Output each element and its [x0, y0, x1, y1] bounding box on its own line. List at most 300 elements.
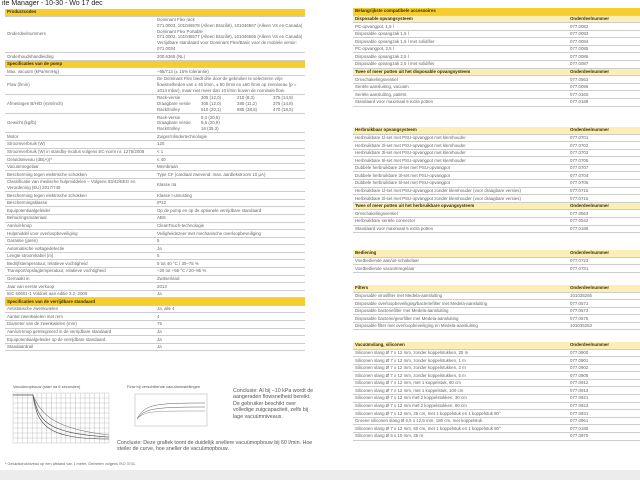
spec-value-line: Verrijdbare standaard voor Dominant Flex/Basic voor de mobiele versie: 071.0034	[157, 40, 297, 51]
spec-label: Max. vacuüm (kPa/mmHg)	[5, 68, 155, 76]
spec-label: Gewicht (kg/lb)	[5, 114, 155, 133]
accessory-table	[353, 127, 640, 233]
part-number: 077.0705	[568, 157, 640, 165]
accessory-row	[353, 257, 640, 265]
accessory-row	[353, 195, 640, 203]
bottom-bar	[0, 470, 640, 480]
spec-grid-cell: 375 (14,8)	[273, 95, 294, 101]
section-header	[5, 298, 305, 306]
spec-value	[155, 298, 305, 306]
spec-value	[155, 16, 305, 53]
spec-value	[155, 252, 305, 260]
spec-row	[5, 230, 305, 238]
spec-label: Hulpmiddel voor overloopbeveiliging	[5, 230, 155, 238]
accessory-header	[353, 127, 640, 134]
part-number: Onderdeelnummer	[568, 202, 640, 210]
spec-label: Classificatie van medische hulpmiddelen – Volgens 93/42/EEG en Verordening (EU) 2017/745	[5, 178, 155, 191]
accessory-row	[353, 307, 640, 315]
accessory-name: Siliconen slang Ø 7 x 12 mm, met 1 koppelstuk, 100 cm	[353, 387, 568, 395]
accessory-row	[353, 38, 640, 46]
accessory-row	[353, 134, 640, 142]
spec-label: Stroomverbruik (W)	[5, 140, 155, 148]
spec-grid-cell: Rack-versie	[157, 114, 181, 120]
spec-value	[155, 275, 305, 283]
spec-label: Aan/uit-knop geïntegreerd in de verrijdbare standaard	[5, 328, 155, 336]
accessory-name: Herbruikbare 2l-set met PSU-opvangpot zonder klemhouder (voor draagbare versies)	[353, 195, 568, 203]
accessory-row	[353, 364, 640, 372]
accessory-header	[353, 15, 640, 23]
part-number: 077.0571	[568, 300, 640, 308]
part-number: 077.0922	[568, 402, 640, 410]
spec-label: Productcodes	[5, 9, 155, 16]
spec-value	[155, 237, 305, 245]
vacuum-buildup-chart	[5, 391, 113, 447]
spec-value	[155, 328, 305, 336]
spec-grid-row	[157, 107, 303, 113]
accessory-table	[353, 285, 640, 330]
part-number: 077.0703	[568, 149, 640, 157]
spec-value	[155, 245, 305, 253]
spec-label: Standaardrail	[5, 343, 155, 351]
flow-chart-title: Flow bij verschillende vacuüminstellingen	[127, 384, 201, 389]
spec-value-line: –95/713 (± 15% tolerantie)	[157, 68, 209, 74]
spec-value-line: Type CF (cardiaal zwevend: max. aardlekstroom 10 µA)	[157, 171, 266, 177]
part-number: 077.0715	[568, 187, 640, 195]
spec-value	[155, 140, 305, 148]
flow-chart	[127, 391, 217, 429]
spec-value	[155, 207, 305, 215]
part-number: 077.0563	[568, 76, 640, 84]
spec-value-line: Zuiger/cilindertechnologie	[157, 133, 208, 139]
spec-grid-cell: Rack-versie	[157, 95, 181, 101]
part-number: 077.0188	[568, 225, 640, 233]
section-header	[5, 9, 305, 16]
part-number: Onderdeelnummer	[568, 342, 640, 349]
spec-label: Specificaties van de verrijdbare standaard	[5, 298, 155, 306]
spec-row	[5, 252, 305, 260]
spec-value-line: De Dominant Flex biedt drie door de gebruiker te selecteren vrije flowsnelheden van ± 40 l/min, ± 50 l/min en ±60 l/min op zeeniveau (p = 1013 mbar), maar niet meer dan 10 l/min boven de nominale flow.	[157, 76, 297, 93]
accessory-row	[353, 45, 640, 53]
spec-row	[5, 343, 305, 351]
spec-value	[155, 305, 305, 313]
spec-label: Beschermingsklasse	[5, 199, 155, 207]
accessory-header	[353, 202, 640, 210]
spec-value	[155, 199, 305, 207]
accessory-row	[353, 432, 640, 440]
part-number: 077.0902	[568, 364, 640, 372]
spec-row	[5, 260, 305, 268]
spec-value-line: 071.0002, 101046577 (Alleen Brazilië), 101046566 (Alleen VS en Canada)	[157, 34, 303, 40]
accessory-name: Dubbele herbruikbare 3l-set met PSU-opvangpot	[353, 172, 568, 180]
accessory-name: Herbruikbare seriële connector	[353, 217, 568, 225]
accessory-header	[353, 250, 640, 257]
spec-label: Aan/uit-knop	[5, 222, 155, 230]
spec-row	[5, 53, 305, 61]
part-number: 077.0160	[568, 91, 640, 99]
accessory-table	[353, 250, 640, 273]
spec-label: Bescherming tegen elektrische schokken	[5, 171, 155, 179]
part-number: Onderdeelnummer	[568, 285, 640, 292]
spec-label: Geluidsniveau (dB(A))*	[5, 156, 155, 164]
spec-value-line: Membraan	[157, 164, 178, 170]
window-title: ite Manager - 10-30 - Wo 17 dec	[2, 0, 103, 7]
spec-value	[155, 171, 305, 179]
spec-value	[155, 283, 305, 291]
accessory-name: Disposable opvangsysteem	[353, 15, 568, 23]
accessory-name: Omschakelingsventiel	[353, 210, 568, 218]
spec-value-line: Dominant Flex rack	[157, 16, 195, 22]
spec-label: Lengte stroomkabel (m)	[5, 252, 155, 260]
accessory-name: Disposable bacteriefilter met Medela-aansluiting	[353, 307, 568, 315]
part-number: 077.0082	[568, 23, 640, 31]
part-number: 077.0970	[568, 432, 640, 440]
part-number: 077.0084	[568, 38, 640, 46]
spec-grid-row	[157, 126, 303, 132]
accessory-row	[353, 402, 640, 410]
spec-label: Behuizingsmateriaal	[5, 214, 155, 222]
accessory-row	[353, 322, 640, 330]
spec-row	[5, 114, 305, 133]
spec-value	[155, 313, 305, 321]
spec-value	[155, 68, 305, 76]
spec-value	[155, 9, 305, 16]
spec-grid-cell: Rack/trolley	[157, 126, 180, 132]
accessory-name: Herbruikbare 3l-set met PSU-opvangpot met klemhouder	[353, 149, 568, 157]
accessory-row	[353, 372, 640, 380]
spec-row	[5, 321, 305, 329]
part-number: 077.0086	[568, 53, 640, 61]
accessory-name: Herbruikbaar opvangsysteem	[353, 127, 568, 134]
accessory-row	[353, 417, 640, 425]
part-number: 077.0087	[568, 61, 640, 69]
spec-label: Onderdeelnummers	[5, 16, 155, 53]
spec-value-line: Ja	[157, 291, 162, 297]
accessory-name: Disposable overloopbeveiliging/bacteriefilter met Medela-aansluiting	[353, 300, 568, 308]
spec-value-line: Veiligheidszeer met mechanische overloopbeveiliging	[157, 230, 261, 236]
spec-label: Jaar van eerste verkoop	[5, 283, 155, 291]
spec-label: IEC 60601-1 Voldoet aan editie 3.2, 2005	[5, 290, 155, 298]
accessory-row	[353, 180, 640, 188]
accessory-row	[353, 410, 640, 418]
spec-grid-cell: 210 (8,3)	[237, 95, 255, 101]
accessory-name: Siliconen slang Ø 7 x 12 mm met 2 koppelstukken, 30 cm	[353, 395, 568, 403]
part-number: 077.0704	[568, 172, 640, 180]
accessory-name: Belangrijkste compatibele accessoires	[353, 8, 568, 15]
spec-grid-cell: Draagbare versie	[157, 101, 191, 107]
spec-value-line: Klasse IIa	[157, 182, 177, 188]
spec-value-line: Klasse I-uitrusting	[157, 192, 192, 198]
accessory-name: Standaard voor maximaal 5 extra potten	[353, 98, 568, 106]
spec-value-line: Ja	[157, 336, 162, 342]
accessory-name: Siliconen slang Ø 7 x 12 mm, zonder koppelstukken, 5 m	[353, 372, 568, 380]
spec-row	[5, 140, 305, 148]
spec-value-line: Ja	[157, 344, 162, 350]
accessory-name: Siliconen slang Ø 7 x 12 mm, zonder koppelstukken, 25 m	[353, 349, 568, 357]
flow-conclusion: Conclusie: Al bij –10 kPa wordt de aangeraden flowsnelheid bereikt. De gebruiker beschikt over volledige zuigcapaciteit, zelfs bij lage vacuümniveaus.	[233, 388, 314, 420]
accessory-name: Groene siliconen slang Ø 6,5 x 12,5 mm, 180 cm, met koppelstuk	[353, 417, 568, 425]
part-number: Onderdeelnummer	[568, 127, 640, 134]
accessory-header	[353, 68, 640, 76]
accessory-row	[353, 210, 640, 218]
accessory-row	[353, 30, 640, 38]
accessory-row	[353, 300, 640, 308]
spec-value-line: 5	[157, 238, 160, 244]
spec-row	[5, 313, 305, 321]
accessory-header	[353, 285, 640, 292]
accessory-name: Siliconen slang Ø 7 x 12 mm, zonder koppelstukken, 2 m	[353, 364, 568, 372]
part-number	[568, 8, 640, 15]
accessory-row	[353, 157, 640, 165]
spec-value	[155, 290, 305, 298]
spec-label: Specificaties van de pomp	[5, 60, 155, 68]
accessory-header	[353, 342, 640, 349]
spec-value-line: Ja, alle 4	[157, 306, 175, 312]
spec-label: Diameter van de zwenkwielen (mm)	[5, 321, 155, 329]
spec-row	[5, 163, 305, 171]
accessory-name: Vacuümslang, siliconen	[353, 342, 568, 349]
accessory-name: Disposable opvangzak 1,5 l	[353, 30, 568, 38]
spec-label: Transport/opslagtemperatuur, relatieve vochtigheid	[5, 268, 155, 276]
spec-value-line: < 1	[157, 148, 164, 154]
spec-label: Gemaakt in	[5, 275, 155, 283]
part-number: 077.0900	[568, 349, 640, 357]
part-number: 077.0913	[568, 387, 640, 395]
accessory-row	[353, 83, 640, 91]
accessory-name: PC-opvangpot, 1,5 l	[353, 23, 568, 31]
accessory-row	[353, 142, 640, 150]
accessory-name: Herbruikbare 2l-set met PSU-opvangpot met klemhouder	[353, 142, 568, 150]
part-number: 077.0185	[568, 425, 640, 433]
part-number: 077.0912	[568, 379, 640, 387]
part-number: Onderdeelnummer	[568, 15, 640, 23]
spec-label: Vacuümregelaar	[5, 163, 155, 171]
accessory-name: Siliconen slang Ø 7 x 12 mm, 60 cm, met 1 koppelstuk en 1 koppelstuk 90°	[353, 425, 568, 433]
spec-row	[5, 192, 305, 200]
spec-row	[5, 68, 305, 76]
spec-value-line: Ja	[157, 329, 162, 335]
spec-value	[155, 222, 305, 230]
spec-value-line: –20 tot +55 °C / 20–95 %	[157, 268, 207, 274]
spec-value	[155, 230, 305, 238]
spec-value	[155, 268, 305, 276]
spec-label: Bescherming tegen elektrische schokken	[5, 192, 155, 200]
spec-row	[5, 305, 305, 313]
spec-label: Equipotentiaalgeleider	[5, 207, 155, 215]
spec-grid-cell: 510 (20,1)	[201, 107, 222, 113]
accessory-name: Herbruikbare 5l-set met PSU-opvangpot met klemhouder	[353, 157, 568, 165]
spec-value-line: 2013	[157, 283, 167, 289]
spec-value-line: 200.6365 (NL)	[157, 53, 186, 59]
spec-value	[155, 343, 305, 351]
spec-value-line: ABS	[157, 215, 166, 221]
part-number: 077.0731	[568, 265, 640, 273]
accessory-row	[353, 387, 640, 395]
spec-grid-cell: 285 (11,2)	[237, 101, 257, 107]
part-number: 077.0931	[568, 410, 640, 418]
accessory-name: Bediening	[353, 250, 568, 257]
section-header	[5, 60, 305, 68]
accessory-header	[353, 8, 640, 15]
spec-grid-cell: 985 (38,8)	[237, 107, 258, 113]
accessory-row	[353, 76, 640, 84]
accessory-name: Siliconen slang Ø 7 x 12 mm, zonder koppelstukken, 1 m	[353, 357, 568, 365]
spec-row	[5, 214, 305, 222]
spec-grid-cell: 305 (12,0)	[201, 101, 222, 107]
part-number: 077.0716	[568, 195, 640, 203]
part-number: 077.0905	[568, 372, 640, 380]
spec-grid-cell: 16 (35,3)	[201, 126, 219, 132]
spec-row	[5, 222, 305, 230]
accessory-row	[353, 425, 640, 433]
spec-row	[5, 16, 305, 53]
spec-value-line: ≤ 40	[157, 156, 166, 162]
accessory-row	[353, 349, 640, 357]
accessory-name: Siliconen slang Ø 7 x 12 mm met 2 koppelstukken, 60 cm	[353, 402, 568, 410]
spec-grid-cell: Rack/trolley	[157, 107, 180, 113]
accessory-row	[353, 315, 640, 323]
part-number: Onderdeelnummer	[568, 250, 640, 257]
part-number: 077.0707	[568, 164, 640, 172]
accessory-row	[353, 217, 640, 225]
accessory-name: Seriële aansluiting, vacuüm	[353, 83, 568, 91]
accessory-row	[353, 149, 640, 157]
accessory-name: Herbruikbare 1l-set met PSU-opvangpot zonder klemhouder (voor draagbare versies)	[353, 187, 568, 195]
spec-value-line: CleanTouch-technologie	[157, 222, 205, 228]
spec-grid-cell: 375 (14,8)	[273, 101, 294, 107]
spec-grid-cell: Draagbare versie	[157, 120, 191, 126]
accessory-row	[353, 265, 640, 273]
part-number: 077.0901	[568, 357, 640, 365]
spec-value	[155, 178, 305, 191]
accessory-name: Disposable filter met overloopbeveiliging en Medela-aansluiting	[353, 322, 568, 330]
accessory-name: Voetbediende vacuümregelaar	[353, 265, 568, 273]
accessory-name: Disposable opvangzak 1,5 l met solidifier	[353, 38, 568, 46]
accessory-row	[353, 98, 640, 106]
spec-row	[5, 290, 305, 298]
part-number: 077.0702	[568, 142, 640, 150]
spec-label: Automatische voltagedetectie	[5, 245, 155, 253]
spec-row	[5, 336, 305, 344]
accessory-name: Disposable virusfilter met Medela-aansluiting	[353, 292, 568, 300]
accessory-name: Omschakelingsventiel	[353, 76, 568, 84]
part-number: 077.0723	[568, 257, 640, 265]
spec-value-line: Dominant Flex Portable	[157, 28, 203, 34]
accessory-row	[353, 357, 640, 365]
part-number: 077.0095	[568, 83, 640, 91]
spec-value-line: 5	[157, 253, 160, 259]
accessory-name: Voetbediende aan/uit-schakelaar	[353, 257, 568, 265]
part-number: 077.0085	[568, 45, 640, 53]
spec-value-line: 5 tot 40 °C / 30–75 %	[157, 260, 199, 266]
spec-value-line: Zwitserland	[157, 275, 180, 281]
spec-value	[155, 95, 305, 114]
accessory-name: Disposable opvangzak 2,5 l met solidifier	[353, 61, 568, 69]
part-number: 077.0701	[568, 134, 640, 142]
spec-label: Stroomverbruik (W) in standby-modus volgens EC-norm nr. 1275/2008	[5, 148, 155, 156]
accessory-name: Disposable bacterie/geurfilter met Medela-aansluiting	[353, 315, 568, 323]
spec-value	[155, 148, 305, 156]
spec-value	[155, 192, 305, 200]
accessory-name: Siliconen slang Ø 5 x 10 mm, 25 m	[353, 432, 568, 440]
spec-row	[5, 95, 305, 114]
accessory-name: Twee of meer potten uit het herbruikbare opvangsysteem	[353, 202, 568, 210]
accessory-name: Seriële aansluiting, patiënt	[353, 91, 568, 99]
spec-value-line: 75	[157, 321, 162, 327]
spec-row	[5, 133, 305, 141]
spec-value	[155, 321, 305, 329]
accessory-row	[353, 53, 640, 61]
charts-section	[5, 384, 315, 460]
accessory-name: Filters	[353, 285, 568, 292]
accessory-row	[353, 61, 640, 69]
spec-label: Flow (l/min)	[5, 75, 155, 94]
spec-label: Motor	[5, 133, 155, 141]
spec-row	[5, 275, 305, 283]
spec-row	[5, 207, 305, 215]
vacuum-chart-title: Vacuümopbouw (start na 6 seconden)	[13, 384, 81, 389]
spec-value-line: 071.0003, 101046578 (Alleen Brazilië), 101046567 (Alleen VS en Canada)	[157, 22, 303, 28]
spec-value	[155, 133, 305, 141]
accessory-row	[353, 395, 640, 403]
accessory-row	[353, 91, 640, 99]
spec-row	[5, 178, 305, 191]
accessory-name: Dubbele herbruikbare 2l-set met PSU-opvangpot	[353, 164, 568, 172]
spec-label: Onderhoudshandleiding	[5, 53, 155, 61]
accessory-row	[353, 172, 640, 180]
spec-value	[155, 53, 305, 61]
accessory-row	[353, 379, 640, 387]
part-number: 077.0961	[568, 417, 640, 425]
part-number: 077.0573	[568, 307, 640, 315]
spec-row	[5, 148, 305, 156]
part-number: 077.0542	[568, 217, 640, 225]
part-number: Onderdeelnummer	[568, 68, 640, 76]
spec-row	[5, 283, 305, 291]
spec-value-line: 120	[157, 141, 165, 147]
accessory-name: Siliconen slang Ø 7 x 12 mm, 25 cm, met 1 koppelstuk en 1 koppelstuk 90°	[353, 410, 568, 418]
footnote: * Geluidsdrukniveau op een afstand van 1 meter. Gemeten volgens ISO 3741.	[5, 462, 137, 466]
part-number: 077.0575	[568, 315, 640, 323]
accessory-name: Herbruikbare 1l-set met PSU-opvangpot met klemhouder	[353, 134, 568, 142]
spec-label: Equipotentiaalgeleider op de verrijdbare standaard	[5, 336, 155, 344]
accessory-table	[353, 8, 640, 107]
accessory-name: Dubbele herbruikbare 5l-set met PSU-opvangpot	[353, 180, 568, 188]
spec-label: Antistatische zwenkwielen	[5, 305, 155, 313]
spec-value	[155, 156, 305, 164]
spec-row	[5, 171, 305, 179]
accessory-name: Standaard voor maximaal 5 extra potten	[353, 225, 568, 233]
accessory-row	[353, 187, 640, 195]
spec-value-line: IP22	[157, 200, 167, 206]
spec-value-line: Ja	[157, 245, 162, 251]
spec-row	[5, 75, 305, 94]
accessory-name: Twee of meer potten uit het disposable opvangsysteem	[353, 68, 568, 76]
spec-row	[5, 199, 305, 207]
spec-row	[5, 328, 305, 336]
vacuum-conclusion: Conclusie: Deze grafiek toont de duidelijk snellere vacuümopbouw bij 60 l/min. Hoe steiler de curve, hoe sneller de vacuümopbouw.	[117, 440, 313, 453]
spec-value-line: Op de pomp en op de optionele verrijdbare standaard	[157, 207, 262, 213]
accessory-row	[353, 23, 640, 31]
part-number: 077.0706	[568, 180, 640, 188]
accessory-name: Siliconen slang Ø 7 x 12 mm, met 1 koppelstuk, 60 cm	[353, 379, 568, 387]
spec-value	[155, 75, 305, 94]
spec-label: Bedrijfstemperatuur, relatieve vochtigheid	[5, 260, 155, 268]
spec-row	[5, 237, 305, 245]
spec-label: Garantie (jaren)	[5, 237, 155, 245]
part-number: 077.0083	[568, 30, 640, 38]
spec-row	[5, 245, 305, 253]
accessory-row	[353, 225, 640, 233]
